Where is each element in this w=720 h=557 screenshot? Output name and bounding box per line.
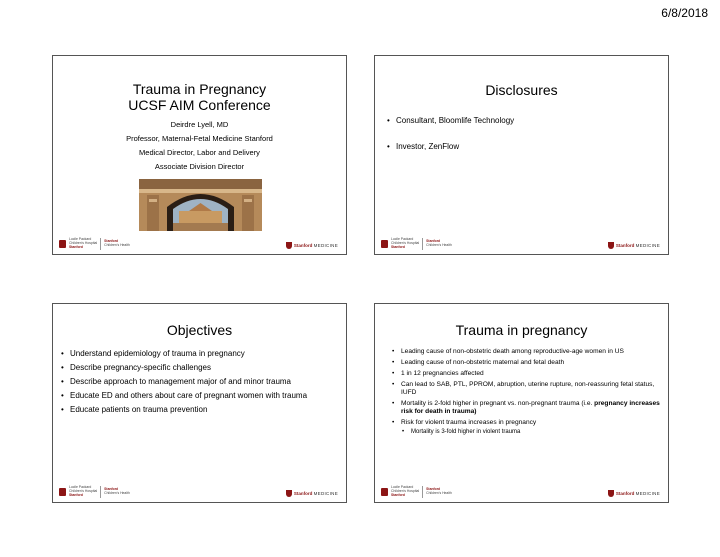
stanford-arch-image [139, 179, 262, 231]
lpch-line-3: Stanford [391, 244, 405, 249]
list-item: • Describe approach to management major of and minor trauma [61, 376, 334, 387]
list-item: • Leading cause of non-obstetric maternal and fetal death [392, 359, 660, 367]
stanford-wordmark: Stanford [293, 491, 313, 496]
stanford-shield-icon [608, 242, 614, 249]
slide-disclosures [374, 55, 669, 255]
lpch-line-1: Lucile Packard [69, 237, 92, 242]
lpch-line-1: Lucile Packard [69, 485, 92, 490]
sch-line-1: Stanford [426, 239, 441, 244]
slide-title: Disclosures [485, 82, 558, 98]
lpch-logo [381, 238, 452, 250]
bullet-list [387, 116, 658, 151]
bullet-list [61, 348, 334, 415]
sch-line-1: Stanford [104, 239, 119, 244]
lpch-mark-icon [59, 488, 66, 496]
stanford-medicine-logo [286, 490, 338, 497]
sch-line-2: Children's Health [104, 491, 130, 495]
stanford-shield-icon [608, 490, 614, 497]
footer-divider [100, 486, 101, 498]
lpch-mark-icon [59, 240, 66, 248]
lpch-line-2: Children's Hospital [69, 241, 98, 246]
stanford-wordmark: Stanford [615, 243, 635, 248]
lpch-line-1: Lucile Packard [391, 237, 414, 242]
list-item: • Investor, ZenFlow [387, 142, 658, 151]
presenter-role-2: Medical Director, Labor and Delivery [139, 148, 260, 157]
list-item: • Educate patients on trauma prevention [61, 404, 334, 415]
footer-divider [100, 238, 101, 250]
lpch-logo [59, 486, 130, 498]
slide-title-line-1: Trauma in Pregnancy [132, 81, 267, 97]
lpch-logo [381, 486, 452, 498]
list-item-bold-text: pregnancy increases risk for death in trauma) [401, 400, 660, 415]
slide-title: Objectives [166, 322, 233, 338]
medicine-wordmark: MEDICINE [635, 243, 660, 248]
stanford-wordmark: Stanford [293, 243, 313, 248]
lpch-line-2: Children's Hospital [391, 241, 420, 246]
lpch-line-1: Lucile Packard [391, 485, 414, 490]
footer-divider [422, 238, 423, 250]
list-item: • Consultant, Bloomlife Technology [387, 116, 658, 125]
slide-title: Trauma in pregnancy [455, 322, 588, 338]
list-item: • Can lead to SAB, PTL, PPROM, abruption, uterine rupture, non-reassuring fetal status, IUFD [392, 381, 660, 397]
list-item [392, 400, 660, 416]
list-item: • Describe pregnancy-specific challenges [61, 362, 334, 373]
presenter-role-3: Associate Division Director [154, 162, 245, 171]
sch-line-1: Stanford [426, 487, 441, 492]
list-item: • Leading cause of non-obstetric death among reproductive-age women in US [392, 348, 660, 356]
presenter-name: Deirdre Lyell, MD [170, 120, 229, 129]
list-item: • Understand epidemiology of trauma in pregnancy [61, 348, 334, 359]
slide-objectives [52, 303, 347, 503]
stanford-shield-icon [286, 490, 292, 497]
medicine-wordmark: MEDICINE [635, 491, 660, 496]
slide-trauma-in-pregnancy [374, 303, 669, 503]
lpch-line-3: Stanford [69, 244, 83, 249]
sch-line-2: Children's Health [426, 243, 452, 247]
lpch-line-3: Stanford [69, 492, 83, 497]
sch-line-1: Stanford [104, 487, 119, 492]
bullet-list [392, 348, 660, 436]
medicine-wordmark: MEDICINE [313, 243, 338, 248]
slide-title-page [52, 55, 347, 255]
stanford-medicine-logo [608, 490, 660, 497]
stanford-medicine-logo [608, 242, 660, 249]
page-date: 6/8/2018 [661, 6, 708, 20]
list-item: • Educate ED and others about care of pregnant women with trauma [61, 390, 334, 401]
slide-title-line-2: UCSF AIM Conference [128, 97, 271, 113]
lpch-line-2: Children's Hospital [391, 489, 420, 494]
stanford-wordmark: Stanford [615, 491, 635, 496]
sch-line-2: Children's Health [426, 491, 452, 495]
lpch-line-2: Children's Hospital [69, 489, 98, 494]
footer-divider [422, 486, 423, 498]
presenter-role-1: Professor, Maternal-Fetal Medicine Stanford [126, 134, 273, 143]
lpch-mark-icon [381, 488, 388, 496]
list-item-text: Mortality is 2-fold higher in pregnant vs. non-pregnant trauma (i.e. [401, 400, 593, 407]
stanford-shield-icon [286, 242, 292, 249]
lpch-line-3: Stanford [391, 492, 405, 497]
stanford-medicine-logo [286, 242, 338, 249]
sch-line-2: Children's Health [104, 243, 130, 247]
lpch-mark-icon [381, 240, 388, 248]
lpch-logo [59, 238, 130, 250]
medicine-wordmark: MEDICINE [313, 491, 338, 496]
list-item: • Risk for violent trauma increases in pregnancy [392, 419, 660, 427]
list-item: • 1 in 12 pregnancies affected [392, 370, 660, 378]
sub-list-item: • Mortality is 3-fold higher in violent trauma [402, 428, 660, 436]
